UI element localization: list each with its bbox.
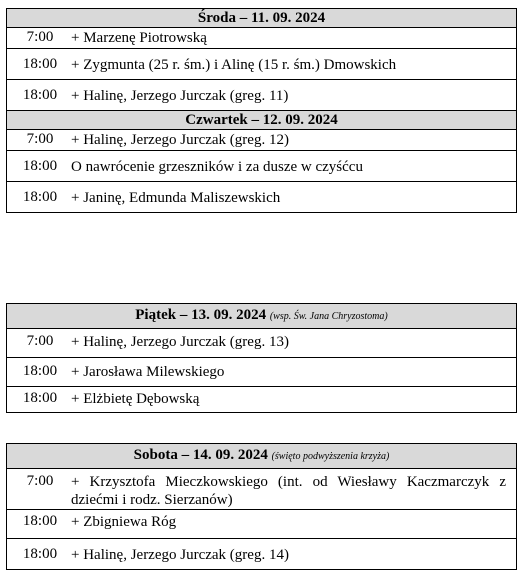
mass-row <box>7 80 517 111</box>
mass-intention: + Halinę, Jerzego Jurczak (greg. 14) <box>71 547 289 563</box>
day-header-saturday <box>7 444 517 469</box>
mass-row <box>7 469 517 510</box>
mass-time: 7:00 <box>26 473 54 489</box>
day-heading-text: Środa – 11. 09. 2024 <box>197 10 326 26</box>
day-heading <box>7 444 517 469</box>
day-heading-text: Czwartek – 12. 09. 2024 <box>185 112 338 128</box>
mass-time: 7:00 <box>26 333 54 349</box>
mass-intention: + Jarosława Milewskiego <box>71 364 225 380</box>
mass-row <box>7 49 517 80</box>
mass-row <box>7 539 517 570</box>
schedule-table-3 <box>6 443 517 570</box>
day-note: (święto podwyższenia krzyża) <box>271 451 390 462</box>
mass-intention: O nawrócenie grzeszników i za dusze w czyśćcu <box>71 159 363 175</box>
mass-time: 18:00 <box>22 189 58 205</box>
mass-row <box>7 182 517 213</box>
mass-row <box>7 510 517 539</box>
day-heading-text: Piątek – 13. 09. 2024 <box>135 307 267 323</box>
mass-time: 18:00 <box>22 158 58 174</box>
mass-time: 18:00 <box>22 546 58 562</box>
mass-intention: + Halinę, Jerzego Jurczak (greg. 11) <box>71 88 289 104</box>
mass-time: 7:00 <box>26 131 54 147</box>
mass-row <box>7 358 517 387</box>
day-heading-text: Sobota – 14. 09. 2024 <box>133 447 268 463</box>
mass-intention: + Elżbietę Dębowską <box>71 391 200 407</box>
mass-intention: + Krzysztofa Mieczkowskiego (int. od Wiesławy Kaczmarczyk z dziećmi i rodz. Sierzanów) <box>71 474 506 508</box>
mass-intention: + Janinę, Edmunda Maliszewskich <box>71 190 281 206</box>
mass-intention: + Zbigniewa Róg <box>71 514 177 530</box>
mass-time: 18:00 <box>22 56 58 72</box>
mass-time: 18:00 <box>22 87 58 103</box>
mass-row <box>7 329 517 358</box>
day-header-thursday <box>7 111 517 130</box>
mass-intention: + Marzenę Piotrowską <box>71 30 207 46</box>
day-note: (wsp. Św. Jana Chryzostoma) <box>269 311 388 322</box>
mass-row <box>7 151 517 182</box>
mass-intention: + Zygmunta (25 r. śm.) i Alinę (15 r. śm.) Dmowskich <box>71 57 397 73</box>
mass-time: 18:00 <box>22 390 58 406</box>
day-header-wednesday <box>7 9 517 28</box>
schedule-table-1 <box>6 8 517 213</box>
mass-time: 18:00 <box>22 513 58 529</box>
schedule-table-2 <box>6 303 517 413</box>
mass-intention: + Halinę, Jerzego Jurczak (greg. 12) <box>71 132 289 148</box>
day-heading <box>7 111 517 130</box>
mass-time: 18:00 <box>22 363 58 379</box>
mass-row <box>7 130 517 151</box>
day-heading <box>7 9 517 28</box>
day-heading <box>7 304 517 329</box>
mass-intention: + Halinę, Jerzego Jurczak (greg. 13) <box>71 334 289 350</box>
mass-row <box>7 387 517 413</box>
mass-row <box>7 28 517 49</box>
mass-time: 7:00 <box>26 29 54 45</box>
day-header-friday <box>7 304 517 329</box>
